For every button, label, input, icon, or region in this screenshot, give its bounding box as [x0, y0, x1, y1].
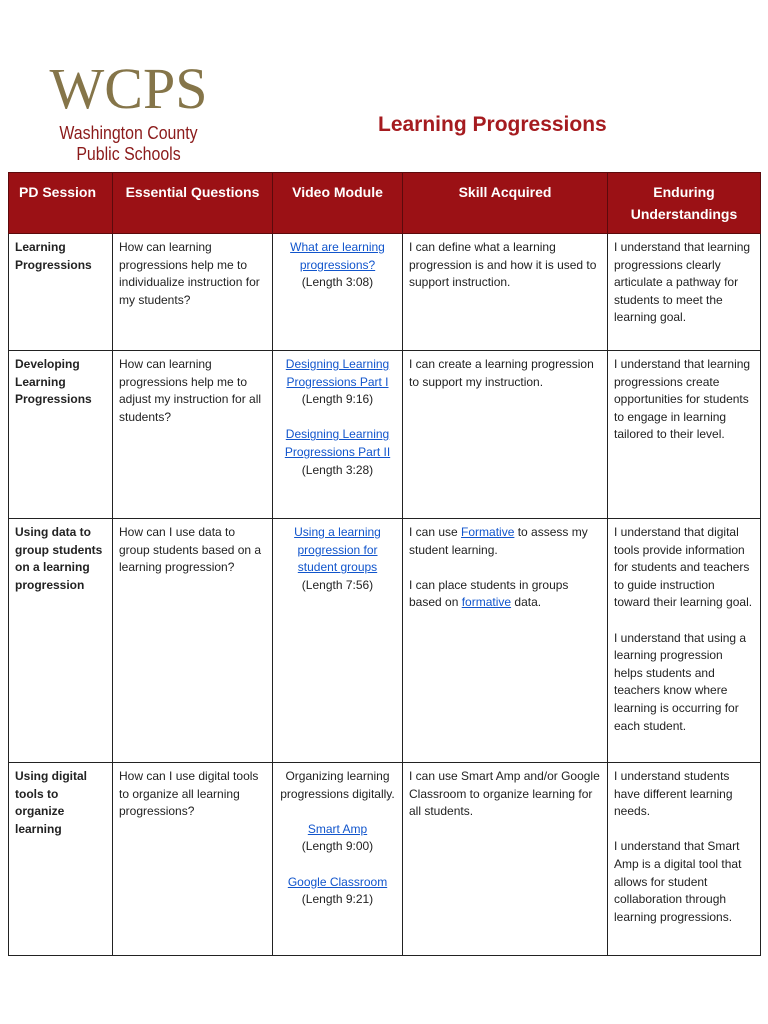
- skill-cell: I can define what a learning progression is and how it is used to support instruction.: [403, 234, 608, 351]
- video-length: (Length 3:28): [301, 462, 374, 477]
- video-link[interactable]: Google Classroom: [287, 874, 388, 889]
- video-link[interactable]: Designing Learning Progressions Part I: [285, 357, 390, 389]
- video-intro: Organizing learning progressions digitally.: [280, 769, 395, 801]
- table-row: [9, 234, 761, 351]
- understanding-cell: [608, 763, 761, 956]
- video-cell: [273, 519, 403, 763]
- skill-paragraph: [409, 577, 601, 612]
- video-length: (Length 9:21): [301, 892, 374, 907]
- question-cell: How can learning progressions help me to adjust my instruction for all students?: [113, 351, 273, 519]
- skill-cell: I can use Smart Amp and/or Google Classroom to organize learning for all students.: [403, 763, 608, 956]
- session-cell: Using data to group students on a learning progression: [9, 519, 113, 763]
- understanding-paragraph: I understand students have different learning needs.: [614, 769, 733, 819]
- skill-cell: I can create a learning progression to support my instruction.: [403, 351, 608, 519]
- wcps-logo: [46, 56, 211, 164]
- video-length: (Length 9:00): [301, 839, 374, 854]
- skill-cell: [403, 519, 608, 763]
- header-enduring-understandings: Enduring Understandings: [608, 173, 761, 234]
- session-cell: Using digital tools to organize learning: [9, 763, 113, 956]
- table-row: [9, 351, 761, 519]
- formative-link[interactable]: formative: [461, 595, 512, 610]
- understanding-cell: I understand that learning progressions clearly articulate a pathway for students to meet the learning goal.: [608, 234, 761, 351]
- skill-text: data.: [511, 595, 542, 610]
- logo-line-2: Public Schools: [76, 143, 181, 164]
- understanding-paragraph: I understand that using a learning progression helps students and teachers know where learning is occurring for each student.: [614, 630, 747, 733]
- video-cell: [273, 234, 403, 351]
- header-skill-acquired: Skill Acquired: [403, 173, 608, 234]
- video-length: (Length 7:56): [301, 577, 374, 592]
- table-row: [9, 763, 761, 956]
- skill-text: I can place students in groups based on: [409, 577, 569, 610]
- video-link[interactable]: Using a learning progression for student groups: [294, 525, 381, 575]
- video-link[interactable]: Designing Learning Progressions Part II: [284, 427, 391, 459]
- progression-table: [8, 172, 761, 956]
- logo-mark: WCPS: [49, 56, 208, 121]
- video-link[interactable]: What are learning progressions?: [290, 240, 385, 272]
- video-cell: [273, 763, 403, 956]
- table-header-row: [9, 173, 761, 234]
- skill-text: to assess my student learning.: [409, 525, 588, 557]
- header-essential-questions: Essential Questions: [113, 173, 273, 234]
- page-title: Learning Progressions: [378, 113, 607, 136]
- skill-text: I can use: [409, 525, 462, 539]
- logo-line-1: Washington County: [59, 122, 198, 143]
- video-cell: [273, 351, 403, 519]
- understanding-paragraph: I understand that Smart Amp is a digital tool that allows for student collaboration through learning progressions.: [614, 839, 742, 924]
- question-cell: How can I use data to group students based on a learning progression?: [113, 519, 273, 763]
- understanding-paragraph: I understand that digital tools provide information for students and teachers to guide instruction toward their learning goal.: [614, 525, 753, 610]
- video-link[interactable]: Smart Amp: [307, 821, 368, 836]
- question-cell: How can learning progressions help me to individualize instruction for my students?: [113, 234, 273, 351]
- video-length: (Length 3:08): [301, 275, 374, 290]
- skill-paragraph: [409, 524, 601, 559]
- session-cell: Developing Learning Progressions: [9, 351, 113, 519]
- session-cell: Learning Progressions: [9, 234, 113, 351]
- video-length: (Length 9:16): [301, 392, 374, 407]
- header-pd-session: PD Session: [9, 173, 113, 234]
- understanding-cell: [608, 519, 761, 763]
- question-cell: How can I use digital tools to organize all learning progressions?: [113, 763, 273, 956]
- formative-link[interactable]: Formative: [461, 525, 515, 539]
- header-video-module: Video Module: [273, 173, 403, 234]
- understanding-cell: I understand that learning progressions create opportunities for students to engage in learning tailored to their level.: [608, 351, 761, 519]
- table-row: [9, 519, 761, 763]
